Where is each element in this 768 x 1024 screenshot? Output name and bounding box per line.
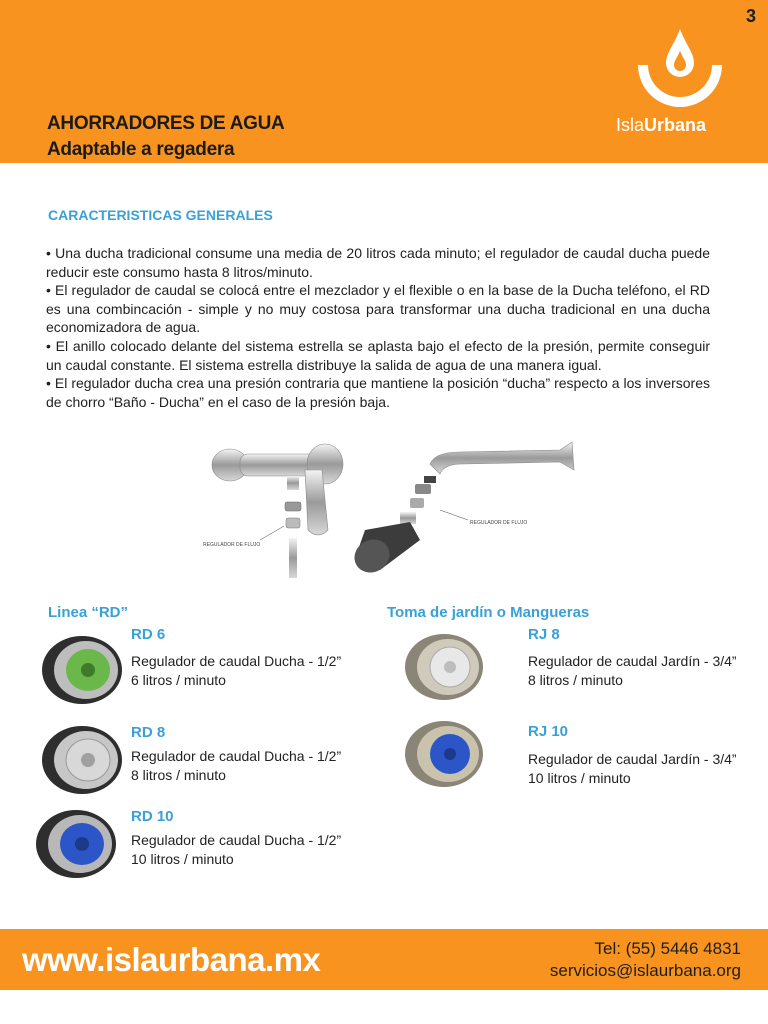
rd6-product-image (36, 632, 126, 708)
rd6-code: RD 6 (131, 626, 166, 643)
rj8-code: RJ 8 (528, 626, 560, 643)
features-list (46, 244, 710, 411)
rj8-description: Regulador de caudal Jardín - 3/4” 8 litros / minuto (528, 653, 737, 688)
feature-bullet: • Una ducha tradicional consume una media de 20 litros cada minuto; el regulador de caudal ducha puede reducir este consumo hasta 8 litros/minuto. (46, 245, 710, 280)
page-title: AHORRADORES DE AGUA (47, 113, 285, 134)
rd8-code: RD 8 (131, 724, 166, 741)
illustration-label-right: REGULADOR DE FLUJO (470, 520, 528, 526)
contact-info (550, 938, 741, 982)
rd10-code: RD 10 (131, 808, 174, 825)
linea-rd-heading: Linea “RD” (48, 604, 129, 621)
rd8-description: Regulador de caudal Ducha - 1/2” 8 litros / minuto (131, 748, 342, 783)
rj10-description: Regulador de caudal Jardín - 3/4” 10 litros / minuto (528, 751, 737, 786)
feature-bullet: • El anillo colocado delante del sistema estrella se aplasta bajo el efecto de la presión, permite conseguir un caudal constante. El sistema estrella distribuye la salida de agua de una manera igual. (46, 337, 710, 373)
features-heading: CARACTERISTICAS GENERALES (48, 207, 273, 223)
website-link[interactable]: www.islaurbana.mx (22, 941, 321, 978)
email-link[interactable]: servicios@islaurbana.org (549, 961, 741, 980)
shower-head-icon (348, 442, 574, 579)
toma-jardin-heading: Toma de jardín o Mangueras (387, 604, 590, 621)
brand-logo-text: IslaUrbana (616, 115, 707, 135)
installation-illustration (200, 430, 590, 580)
shower-mixer-icon (203, 444, 343, 578)
page-subtitle: Adaptable a regadera (47, 139, 235, 160)
rj8-product-image (400, 630, 488, 704)
rj10-code: RJ 10 (528, 723, 569, 740)
phone-number: Tel: (55) 5446 4831 (594, 939, 741, 958)
feature-bullet: • El regulador de caudal se colocá entre el mezclador y el flexible o en la base de la Ducha teléfono, el RD es una combincación - simple y no muy costosa para transformar una ducha tradicional en una ducha economizadora de agua. (46, 282, 710, 336)
rj10-product-image (400, 717, 488, 791)
rd8-product-image (36, 722, 126, 798)
illustration-label-left: REGULADOR DE FLUJO (203, 542, 261, 548)
rd10-description: Regulador de caudal Ducha - 1/2” 10 litros / minuto (131, 832, 342, 867)
rd6-description: Regulador de caudal Ducha - 1/2” 6 litros / minuto (131, 653, 342, 688)
page-number: 3 (745, 6, 756, 26)
feature-bullet: • El regulador ducha crea una presión contraria que mantiene la posición “ducha” respecto a los inversores de chorro “Baño - Ducha” en el caso de la presión baja. (46, 375, 710, 410)
rd10-product-image (30, 806, 120, 882)
